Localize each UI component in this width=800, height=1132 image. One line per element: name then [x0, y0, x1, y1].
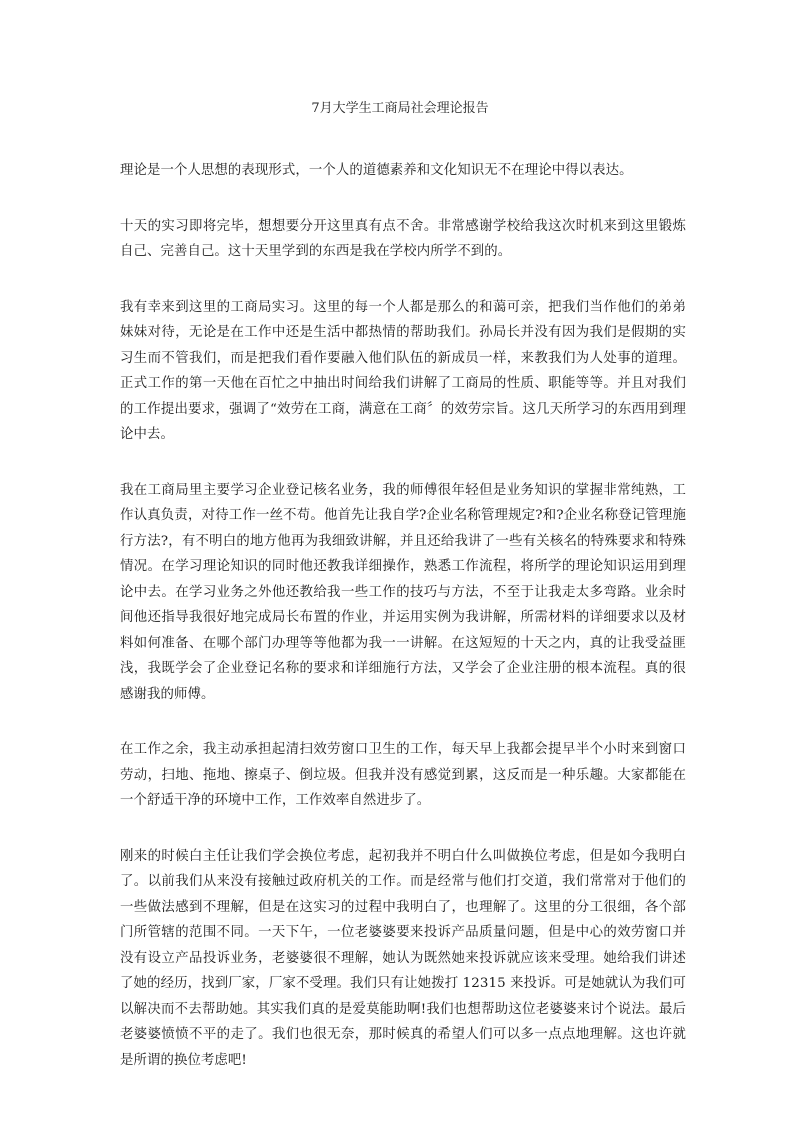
paragraph-cleaning: 在工作之余，我主动承担起清扫效劳窗口卫生的工作，每天早上我都会提早半个小时来到窗口劳动，扫地、拖地、擦桌子、倒垃圾。但我并没有感觉到累，这反而是一种乐趣。大家都能在一个舒适干净的环境中工作，工作效率自然进步了。 [120, 742, 686, 808]
paragraph-perspective: 刚来的时候白主任让我们学会换位考虑，起初我并不明白什么叫做换位考虑，但是如今我明白了。以前我们从来没有接触过政府机关的工作。而是经常与他们打交道，我们常常对于他们的一些做法感到不理解，但是在这实习的过程中我明白了，也理解了。这里的分工很细，各个部门所管辖的范围不同。一天下午，一位老婆婆要来投诉产品质量问题，但是中心的效劳窗口并没有设立产品投诉业务，老婆婆很不理解，她认为既然她来投诉就应该来受理。她给我们讲述了她的经历，找到厂家，厂家不受理。我们只有让她拨打 12315 来投诉。可是她就认为我们可以解决而不去帮助她。其实我们真的是爱莫能助啊!我们也想帮助这位老婆婆来讨个说法。最后老婆婆愤愤不平的走了。我们也很无奈，那时候真的希望人们可以多一点点地理解。这也许就是所谓的换位考虑吧! [120, 848, 686, 1068]
document-title: 7月大学生工商局社会理论报告 [311, 101, 489, 116]
paragraph-colleagues: 我有幸来到这里的工商局实习。这里的每一个人都是那么的和蔼可亲，把我们当作他们的弟弟妹妹对待，无论是在工作中还是生活中都热情的帮助我们。孙局长并没有因为我们是假期的实习生而不管我们，而是把我们看作要融入他们队伍的新成员一样，来教我们为人处事的道理。正式工作的第一天他在百忙之中抽出时间给我们讲解了工商局的性质、职能等等。并且对我们的工作提出要求，强调了“效劳在工商，满意在工商〞的效劳宗旨。这几天所学习的东西用到理论中去。 [120, 299, 686, 442]
paragraph-intro: 理论是一个人思想的表现形式，一个人的道德素养和文化知识无不在理论中得以表达。 [120, 163, 633, 178]
paragraph-mentor: 我在工商局里主要学习企业登记核名业务，我的师傅很年轻但是业务知识的掌握非常纯熟，工作认真负责，对待工作一丝不苟。他首先让我自学?企业名称管理规定?和?企业名称登记管理施行方法?，有不明白的地方他再为我细致讲解，并且还给我讲了一些有关核名的特殊要求和特殊情况。在学习理论知识的同时他还教我详细操作，熟悉工作流程，将所学的理论知识运用到理论中去。在学习业务之外他还教给我一些工作的技巧与方法，不至于让我走太多弯路。业余时间他还指导我很好地完成局长布置的作业，并运用实例为我讲解，所需材料的详细要求以及材料如何准备、在哪个部门办理等等他都为我一一讲解。在这短短的十天之内，真的让我受益匪浅，我既学会了企业登记名称的要求和详细施行方法，又学会了企业注册的根本流程。真的很感谢我的师傅。 [120, 482, 686, 702]
paragraph-internship-ending: 十天的实习即将完毕，想想要分开这里真有点不舍。非常感谢学校给我这次时机来到这里锻炼自己、完善自己。这十天里学到的东西是我在学校内所学不到的。 [120, 218, 686, 259]
document-body [120, 158, 686, 1103]
